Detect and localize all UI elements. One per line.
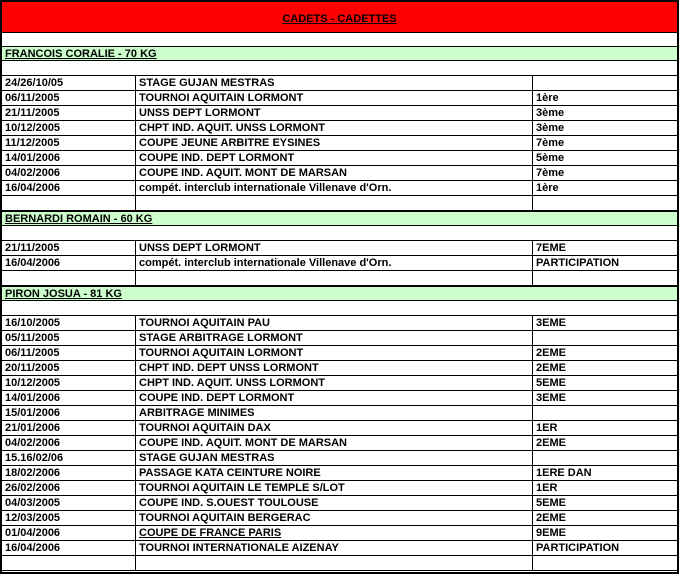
table-row	[2, 91, 677, 106]
date-cell: 15/01/2006	[5, 407, 61, 419]
result-cell: 3ème	[532, 106, 679, 120]
table-row	[2, 256, 677, 271]
date-cell: 04/02/2006	[5, 167, 61, 179]
date-cell: 16/04/2006	[5, 182, 61, 194]
result-cell	[532, 76, 679, 90]
result-cell: 1ère	[532, 91, 679, 105]
spacer-row	[2, 61, 677, 76]
result-cell: 1ère	[532, 181, 679, 195]
event-cell: STAGE GUJAN MESTRAS	[135, 451, 535, 465]
spacer-row	[2, 196, 677, 211]
spacer-row	[2, 301, 677, 316]
table-row	[2, 331, 677, 346]
result-cell: 3ème	[532, 121, 679, 135]
date-cell: 21/01/2006	[5, 422, 61, 434]
result-cell: 2EME	[532, 346, 679, 360]
athlete-header: FRANCOIS CORALIE - 70 KG	[2, 46, 677, 61]
date-cell: 21/11/2005	[5, 107, 60, 119]
date-cell: 14/01/2006	[5, 392, 61, 404]
table-row	[2, 346, 677, 361]
event-cell: CHPT IND. DEPT UNSS LORMONT	[135, 361, 535, 375]
table-row	[2, 151, 677, 166]
table-row	[2, 316, 677, 331]
table-row	[2, 466, 677, 481]
date-cell: 14/01/2006	[5, 152, 61, 164]
event-cell: compét. interclub internationale Villenave d'Orn.	[135, 256, 535, 270]
event-cell: compét. interclub internationale Villenave d'Orn.	[135, 181, 535, 195]
table-row	[2, 106, 677, 121]
event-cell: STAGE ARBITRAGE LORMONT	[135, 331, 535, 345]
empty-cell	[135, 556, 535, 570]
table-row	[2, 136, 677, 151]
spacer-row	[2, 556, 677, 571]
empty-cell	[135, 271, 535, 285]
result-cell: 9EME	[532, 526, 679, 540]
result-cell	[532, 451, 679, 465]
table-row	[2, 121, 677, 136]
result-cell: 2EME	[532, 436, 679, 450]
result-cell	[532, 331, 679, 345]
event-cell: COUPE DE FRANCE PARIS	[135, 526, 535, 540]
event-cell: TOURNOI AQUITAIN LE TEMPLE S/LOT	[135, 481, 535, 495]
empty-cell	[5, 196, 133, 210]
empty-cell	[5, 556, 133, 570]
event-cell: TOURNOI AQUITAIN PAU	[135, 316, 535, 330]
event-cell: UNSS DEPT LORMONT	[135, 106, 535, 120]
empty-cell	[532, 196, 679, 210]
event-cell: COUPE IND. DEPT LORMONT	[135, 391, 535, 405]
table-row	[2, 496, 677, 511]
date-cell: 01/04/2006	[5, 527, 61, 539]
table-row	[2, 406, 677, 421]
table-row	[2, 181, 677, 196]
table-row	[2, 511, 677, 526]
spacer-row	[2, 271, 677, 286]
result-cell: 7EME	[532, 241, 679, 255]
date-cell: 16/10/2005	[5, 317, 61, 329]
event-cell: TOURNOI AQUITAIN BERGERAC	[135, 511, 535, 525]
spacer-row	[2, 226, 677, 241]
date-cell: 04/03/2005	[5, 497, 61, 509]
result-cell: 3EME	[532, 316, 679, 330]
result-cell: 3EME	[532, 391, 679, 405]
result-cell: 7ème	[532, 136, 679, 150]
date-cell: 05/11/2005	[5, 332, 60, 344]
table-row	[2, 436, 677, 451]
event-cell: COUPE IND. AQUIT. MONT DE MARSAN	[135, 436, 535, 450]
result-cell: 5EME	[532, 496, 679, 510]
event-cell: UNSS DEPT LORMONT	[135, 241, 535, 255]
date-cell: 24/26/10/05	[5, 77, 64, 89]
date-cell: 15.16/02/06	[5, 452, 64, 464]
empty-cell	[532, 556, 679, 570]
result-cell: 2EME	[532, 361, 679, 375]
date-cell: 20/11/2005	[5, 362, 60, 374]
event-cell: COUPE IND. S.OUEST TOULOUSE	[135, 496, 535, 510]
event-cell: TOURNOI AQUITAIN DAX	[135, 421, 535, 435]
result-cell: 1ERE DAN	[532, 466, 679, 480]
event-cell: TOURNOI INTERNATIONALE AIZENAY	[135, 541, 535, 555]
result-cell: 5EME	[532, 376, 679, 390]
date-cell: 06/11/2005	[5, 347, 60, 359]
date-cell: 18/02/2006	[5, 467, 61, 479]
table-row	[2, 376, 677, 391]
date-cell: 12/03/2005	[5, 512, 61, 524]
result-cell: 5ème	[532, 151, 679, 165]
event-cell: TOURNOI AQUITAIN LORMONT	[135, 346, 535, 360]
sheet-title: CADETS - CADETTES	[2, 2, 677, 33]
result-cell: 1ER	[532, 481, 679, 495]
date-cell: 06/11/2005	[5, 92, 60, 104]
date-cell: 10/12/2005	[5, 122, 61, 134]
result-cell: 7ème	[532, 166, 679, 180]
result-cell: PARTICIPATION	[532, 256, 679, 270]
event-cell: TOURNOI AQUITAIN LORMONT	[135, 91, 535, 105]
table-row	[2, 481, 677, 496]
result-cell: 1ER	[532, 421, 679, 435]
athlete-header: BERNARDI ROMAIN - 60 KG	[2, 211, 677, 226]
result-cell: PARTICIPATION	[532, 541, 679, 555]
table-row	[2, 541, 677, 556]
result-cell: 2EME	[532, 511, 679, 525]
table-row	[2, 166, 677, 181]
athlete-header: PIRON JOSUA - 81 KG	[2, 286, 677, 301]
date-cell: 21/11/2005	[5, 242, 60, 254]
event-cell: PASSAGE KATA CEINTURE NOIRE	[135, 466, 535, 480]
date-cell: 04/02/2006	[5, 437, 61, 449]
empty-cell	[532, 271, 679, 285]
event-cell: COUPE IND. AQUIT. MONT DE MARSAN	[135, 166, 535, 180]
event-cell: COUPE JEUNE ARBITRE EYSINES	[135, 136, 535, 150]
date-cell: 16/04/2006	[5, 257, 61, 269]
date-cell: 16/04/2006	[5, 542, 61, 554]
table-row	[2, 421, 677, 436]
table-row	[2, 451, 677, 466]
date-cell: 11/12/2005	[5, 137, 60, 149]
table-row	[2, 241, 677, 256]
empty-cell	[5, 271, 133, 285]
table-row	[2, 391, 677, 406]
event-cell: STAGE GUJAN MESTRAS	[135, 76, 535, 90]
table-row	[2, 526, 677, 541]
table-row	[2, 361, 677, 376]
event-cell: CHPT IND. AQUIT. UNSS LORMONT	[135, 376, 535, 390]
event-cell: CHPT IND. AQUIT. UNSS LORMONT	[135, 121, 535, 135]
result-cell	[532, 406, 679, 420]
date-cell: 10/12/2005	[5, 377, 61, 389]
table-row	[2, 76, 677, 91]
empty-cell	[135, 196, 535, 210]
event-cell: COUPE IND. DEPT LORMONT	[135, 151, 535, 165]
event-cell: ARBITRAGE MINIMES	[135, 406, 535, 420]
date-cell: 26/02/2006	[5, 482, 61, 494]
